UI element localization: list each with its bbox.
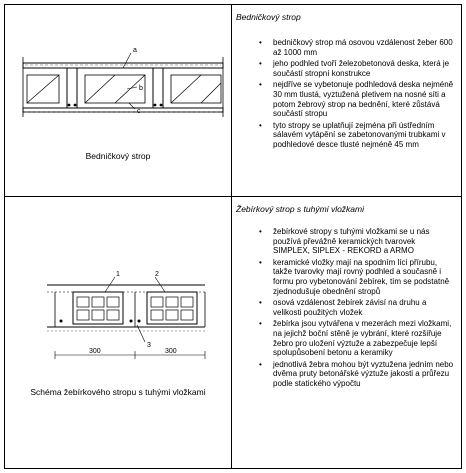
list-item: • nejdříve se vybetonuje podhledová deska nejméně 30 mm tlustá, vyztužená pletivem na nosné síti a potom žebrový strop na bednění, které zůstává součástí stropu [256, 80, 454, 118]
dimension-label-1: 300 [89, 348, 101, 355]
list-item: • jednotlivá žebra mohou být vyztužena jedním nebo dvěma pruty betonářské výztuže jakosti a průřezu podle statického výpočtu [256, 360, 454, 389]
drawing-label-3: 3 [147, 342, 151, 349]
list-item: • osová vzdálenost žebírek závisí na druhu a velikosti použitých vložek [256, 298, 454, 317]
drawing-label-c: c [137, 108, 141, 115]
list-item: • tyto stropy se uplatňují zejména při ústředním sálavém vytápění se zabetonovanými trubkami v podhledové desce tlusté nejméně 45 mm [256, 121, 454, 150]
text-cell-2 [232, 197, 461, 468]
drawing-label-1: 1 [116, 271, 120, 278]
drawing-label-a: a [133, 47, 137, 54]
bullet-list-1 [256, 38, 454, 152]
list-item: • bedničkový strop má osovou vzdálenost žeber 600 až 1000 mm [256, 38, 454, 57]
list-item: • jeho podhled tvoří železobetonová deska, která je součástí stropní konstrukce [256, 59, 454, 78]
drawing-label-2: 2 [155, 271, 159, 278]
list-item: • keramické vložky mají na spodním líci přírubu, takže tvarovky mají rovný podhled a současně i formu pro vybetonování žebírek, tím se podstatně zjednodušuje obednění stropů [256, 258, 454, 296]
zebirkovy-strop-drawing [5, 197, 231, 397]
caption-bednickovy-strop: Bedničkový strop [85, 151, 151, 161]
drawing-cell-1 [5, 5, 231, 196]
section-title-bednickovy-strop: Bedničkový strop [236, 12, 301, 22]
caption-zebirkovy-strop: Schéma žebírkového stropu s tuhými vložkami [30, 387, 206, 397]
list-item: • žebírka jsou vytvářena v mezerách mezi vložkami, na jejichž boční stěně je vybrání, které rozšiřuje žebro pro uložení výztuže a zabezpečuje lepší spolupůsobení betonu a keramiky [256, 319, 454, 357]
content-table [4, 4, 462, 469]
text-cell-1 [232, 5, 461, 196]
drawing-label-b: b [139, 85, 143, 92]
section-title-zebirkovy-strop: Žebírkový strop s tuhými vložkami [236, 204, 365, 214]
bullet-list-2 [256, 227, 454, 391]
list-item: • žebírkové stropy s tuhými vložkami se u nás používá převážně keramických tvarovek SIMPLEX, SIPLEX - REKORD a ARMO [256, 227, 454, 256]
dimension-label-2: 300 [165, 348, 177, 355]
bednickovy-strop-drawing [5, 5, 231, 196]
drawing-cell-2 [5, 197, 231, 468]
